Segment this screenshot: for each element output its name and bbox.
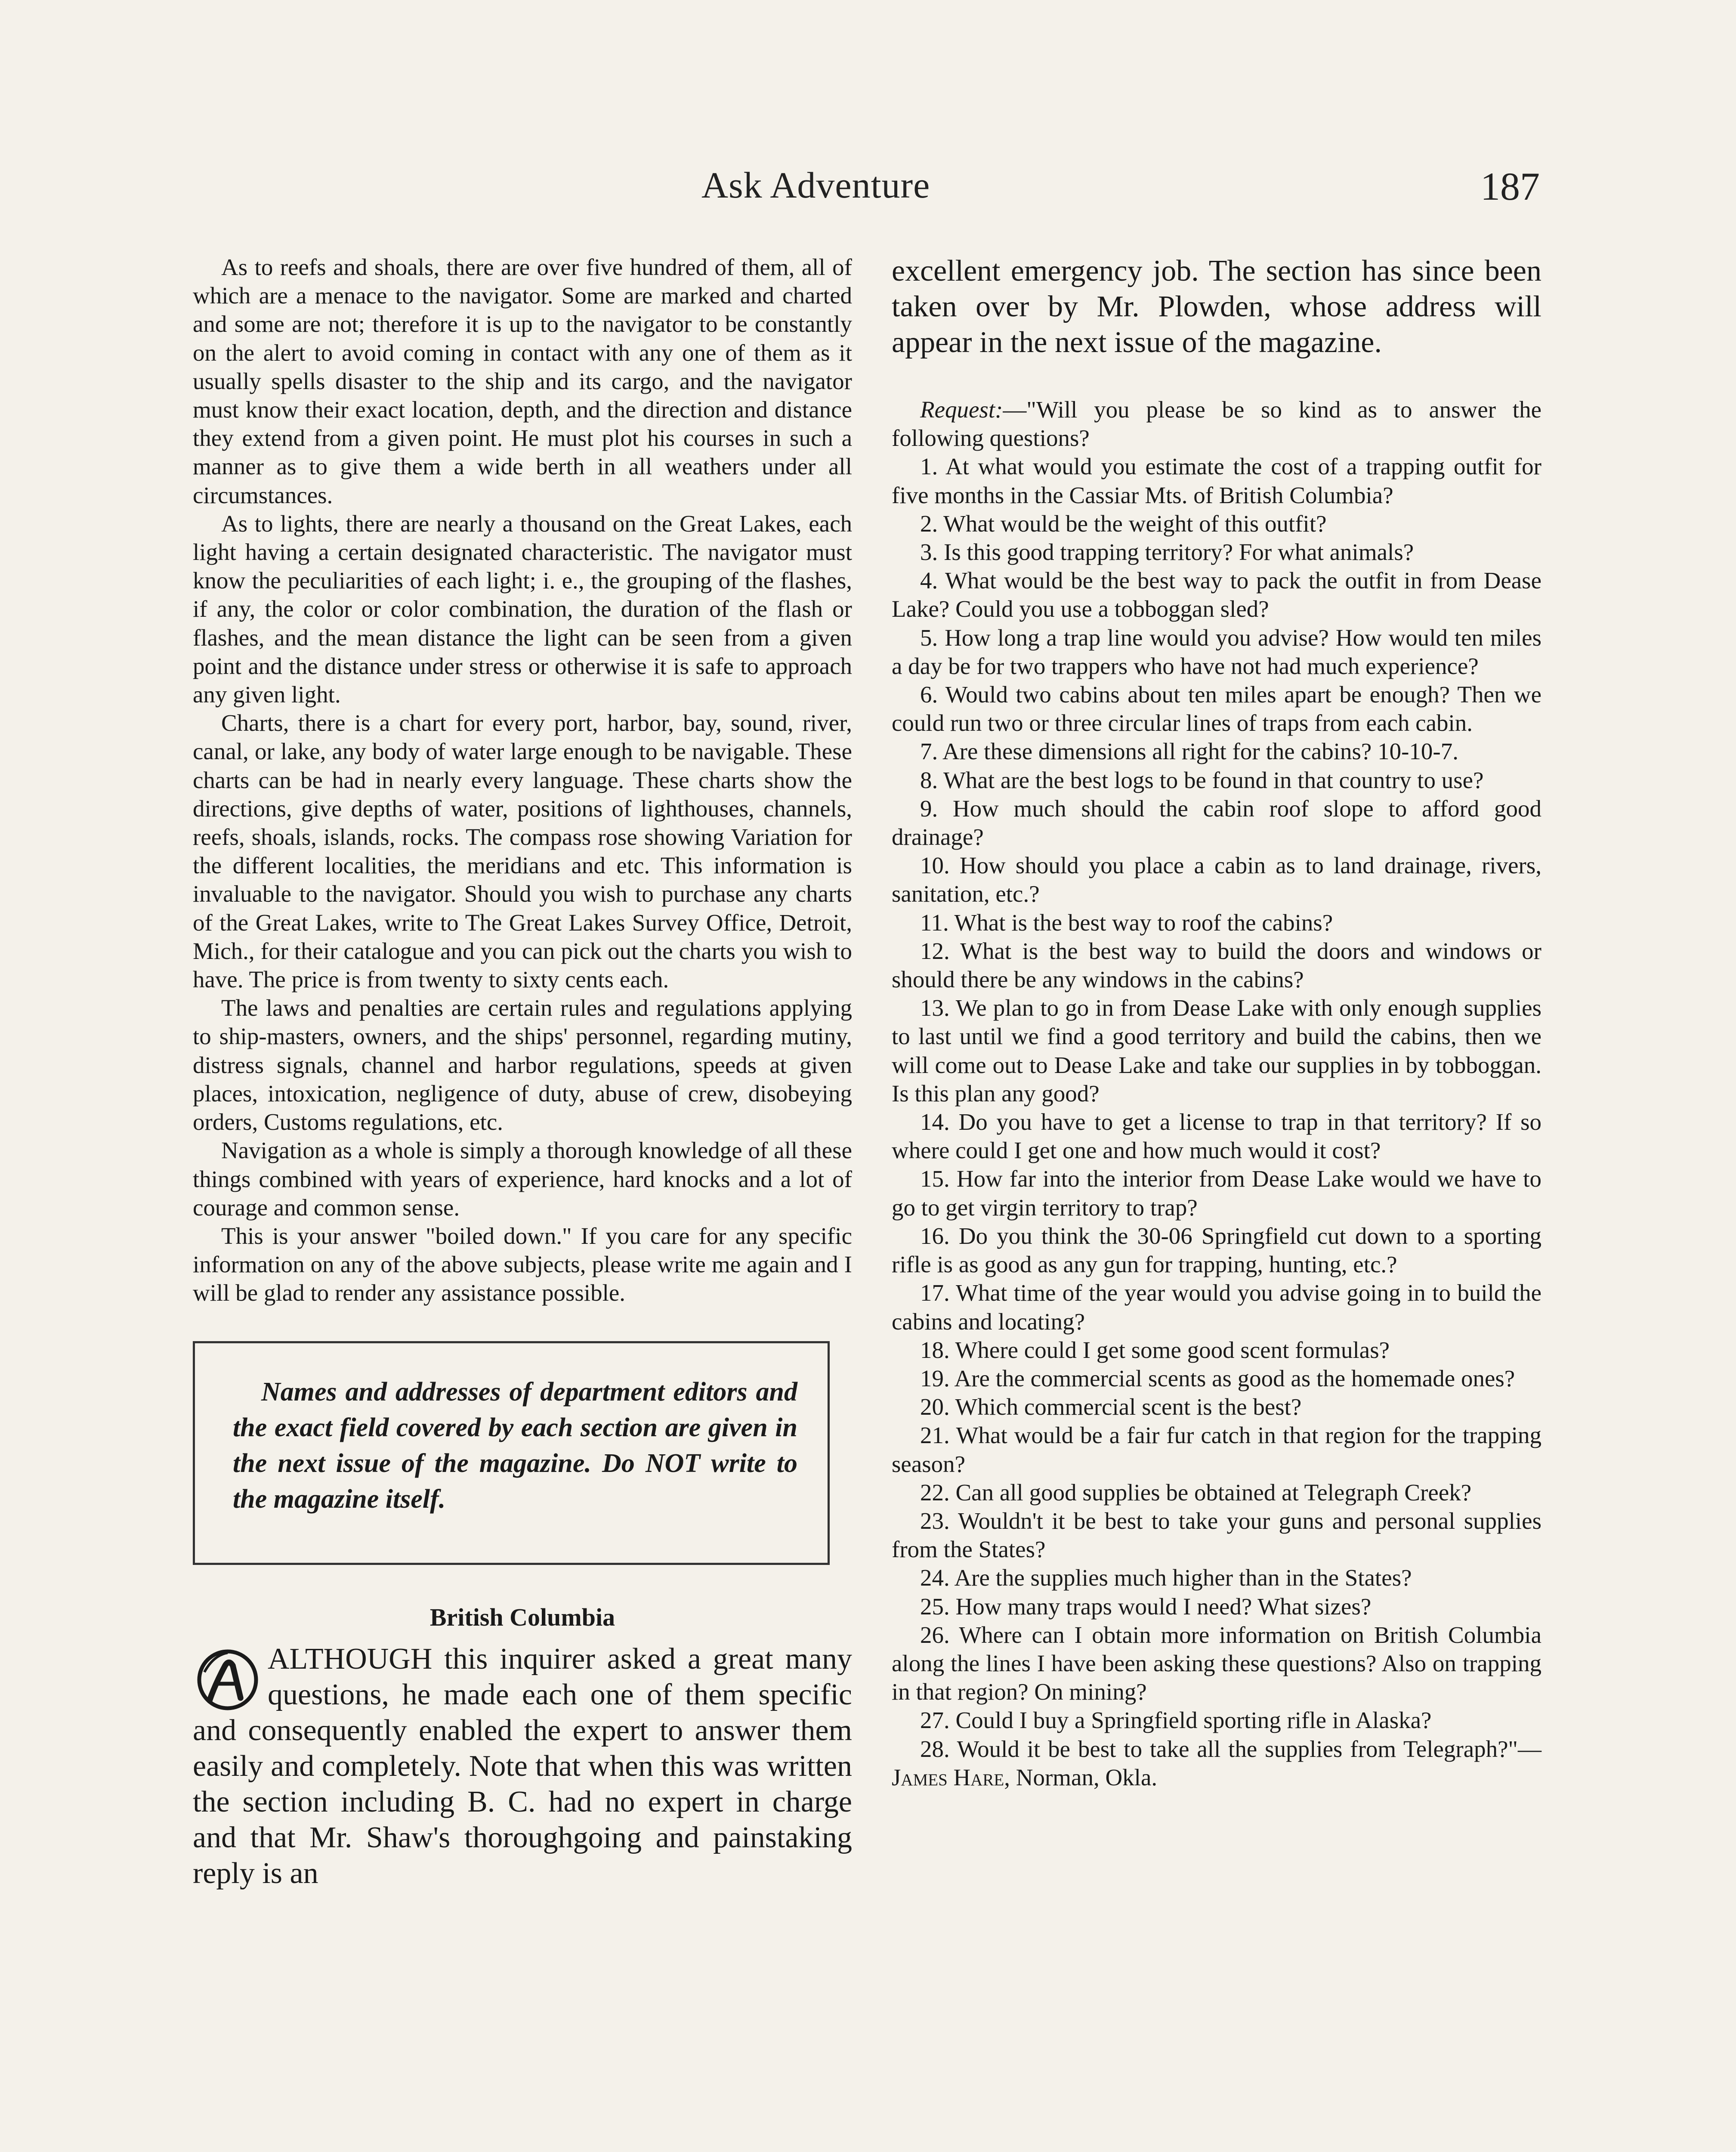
question-list — [892, 452, 1541, 1792]
question-item: 6. Would two cabins about ten miles apart be enough? Then we could run two or three circular lines of traps from each cabin. — [892, 681, 1541, 736]
paragraph: As to reefs and shoals, there are over five hundred of them, all of which are a menace to the navigator. Some are marked and charted and some are not; therefore it is up to the navigator to be constantly on the alert to avoid coming in contact with any one of them as it usually spells disaster to the ship and its cargo, and the navigator must know their exact location, depth, and the direction and distance they extend from a given point. He must plot his courses in such a manner as to give them a wide berth in all weathers under all circumstances. — [193, 254, 852, 508]
question-item: 16. Do you think the 30-06 Springfield cut down to a sporting rifle is as good as any gun for trapping, hunting, etc.? — [892, 1222, 1541, 1278]
question-item: 9. How much should the cabin roof slope to afford good drainage? — [892, 795, 1541, 850]
right-column — [892, 253, 1541, 1792]
lead-continuation: excellent emergency job. The section has since been taken over by Mr. Plowden, whose address will appear in the next issue of the magazine. — [892, 254, 1541, 359]
page-number: 187 — [1480, 164, 1540, 208]
question-item: 21. What would be a fair fur catch in that region for the trapping season? — [892, 1422, 1541, 1477]
question-item: 20. Which commercial scent is the best? — [920, 1394, 1302, 1420]
ornamental-initial-icon — [195, 1646, 260, 1711]
section-heading: British Columbia — [429, 1603, 615, 1631]
signature-place: Norman, Okla. — [1016, 1764, 1158, 1790]
question-item: 26. Where can I obtain more information on British Columbia along the lines I have been asking these questions? Also on trapping in that region? On mining? — [892, 1621, 1541, 1705]
question-item: 10. How should you place a cabin as to land drainage, rivers, sanitation, etc.? — [892, 852, 1541, 907]
notice-text: Names and addresses of department editors and the exact field covered by each section are given in the next issue of the magazine. Do NOT write to the magazine itself. — [233, 1377, 797, 1514]
question-item: 3. Is this good trapping territory? For what animals? — [920, 539, 1414, 566]
question-item: 2. What would be the weight of this outfit? — [920, 510, 1327, 537]
question-item: 7. Are these dimensions all right for the cabins? 10-10-7. — [920, 738, 1458, 765]
question-item: 8. What are the best logs to be found in that country to use? — [920, 767, 1484, 793]
signature-name: —James Hare, — [892, 1735, 1541, 1790]
paragraph: As to lights, there are nearly a thousand on the Great Lakes, each light having a certain designated characteristic. The navigator must know the peculiarities of each light; i. e., the grouping of the flashes, if any, the color or color combination, the duration of the flash or flashes, and the mean distance the light can be seen from a given point and the distance under stress or otherwise it is safe to approach any given light. — [193, 510, 852, 708]
question-item: 5. How long a trap line would you advise? How would ten miles a day be for two trappers who have not had much experience? — [892, 624, 1541, 679]
left-column — [193, 253, 852, 1891]
question-item: 11. What is the best way to roof the cabins? — [920, 909, 1333, 936]
paragraph: The laws and penalties are certain rules and regulations applying to ship-masters, owners, and the ships' personnel, regarding mutiny, distress signals, channel and harbor regulations, speeds at given places, intoxication, negligence of duty, abuse of crew, disobeying orders, Customs regulations, etc. — [193, 995, 852, 1135]
question-item: 15. How far into the interior from Dease Lake would we have to go to get virgin territory to trap? — [892, 1166, 1541, 1221]
question-text: 28. Would it be best to take all the supplies from Telegraph?" — [920, 1735, 1518, 1762]
question-item: 1. At what would you estimate the cost of a trapping outfit for five months in the Cassiar Mts. of British Columbia? — [892, 453, 1541, 508]
question-item: 13. We plan to go in from Dease Lake with only enough supplies to last until we find a good territory and build the cabins, then we will come out to Dease Lake and take our supplies in by tobboggan. Is this plan any good? — [892, 995, 1541, 1107]
question-item: 23. Wouldn't it be best to take your guns and personal supplies from the States? — [892, 1507, 1541, 1563]
question-item: 24. Are the supplies much higher than in the States? — [920, 1565, 1412, 1591]
lead-paragraph: ALTHOUGH this inquirer asked a great many questions, he made each one of them specific and consequently enabled the expert to answer them easily and completely. Note that when this was written the section including B. C. had no expert in charge and that Mr. Shaw's thoroughgoing and painstaking reply is an — [193, 1642, 852, 1890]
editorial-notice-box — [193, 1341, 830, 1565]
paragraph: Navigation as a whole is simply a thorough knowledge of all these things combined with years of experience, hard knocks and a lot of courage and common sense. — [193, 1137, 852, 1221]
request-block — [892, 396, 1541, 1792]
request-intro — [892, 396, 1541, 452]
question-item: 25. How many traps would I need? What sizes? — [920, 1593, 1372, 1620]
paragraph: Charts, there is a chart for every port, harbor, bay, sound, river, canal, or lake, any body of water large enough to be navigable. These charts can be had in nearly every language. These charts show the directions, give depths of water, positions of lighthouses, channels, reefs, shoals, islands, rocks. The compass rose showing Variation for the different localities, the meridians and etc. This information is invaluable to the navigator. Should you wish to purchase any charts of the Great Lakes, write to The Great Lakes Survey Office, Detroit, Mich., for their catalogue and you can pick out the charts you wish to have. The price is from twenty to sixty cents each. — [193, 710, 852, 993]
paragraph: This is your answer "boiled down." If you care for any specific information on any of the above subjects, please write me again and I will be glad to render any assistance possible. — [193, 1222, 852, 1306]
running-title: Ask Adventure — [701, 164, 930, 206]
lead-paragraph-block — [193, 1641, 852, 1891]
question-item: 12. What is the best way to build the doors and windows or should there be any windows in the cabins? — [892, 937, 1541, 993]
question-item: 17. What time of the year would you advise going in to build the cabins and locating? — [892, 1280, 1541, 1335]
lead-continuation-block — [892, 253, 1541, 360]
question-item: 4. What would be the best way to pack the outfit in from Dease Lake? Could you use a tobboggan sled? — [892, 567, 1541, 622]
article-body — [193, 253, 852, 1308]
question-item: 18. Where could I get some good scent formulas? — [920, 1336, 1390, 1363]
request-label: Request: — [920, 396, 1003, 423]
question-item — [892, 1735, 1541, 1792]
question-item: 22. Can all good supplies be obtained at Telegraph Creek? — [920, 1479, 1472, 1506]
request-intro-text: —"Will you please be so kind as to answer the following questions? — [892, 396, 1541, 451]
question-item: 14. Do you have to get a license to trap in that territory? If so where could I get one and how much would it cost? — [892, 1109, 1541, 1164]
question-item: 19. Are the commercial scents as good as the homemade ones? — [920, 1365, 1515, 1391]
question-item: 27. Could I buy a Springfield sporting rifle in Alaska? — [920, 1707, 1432, 1734]
